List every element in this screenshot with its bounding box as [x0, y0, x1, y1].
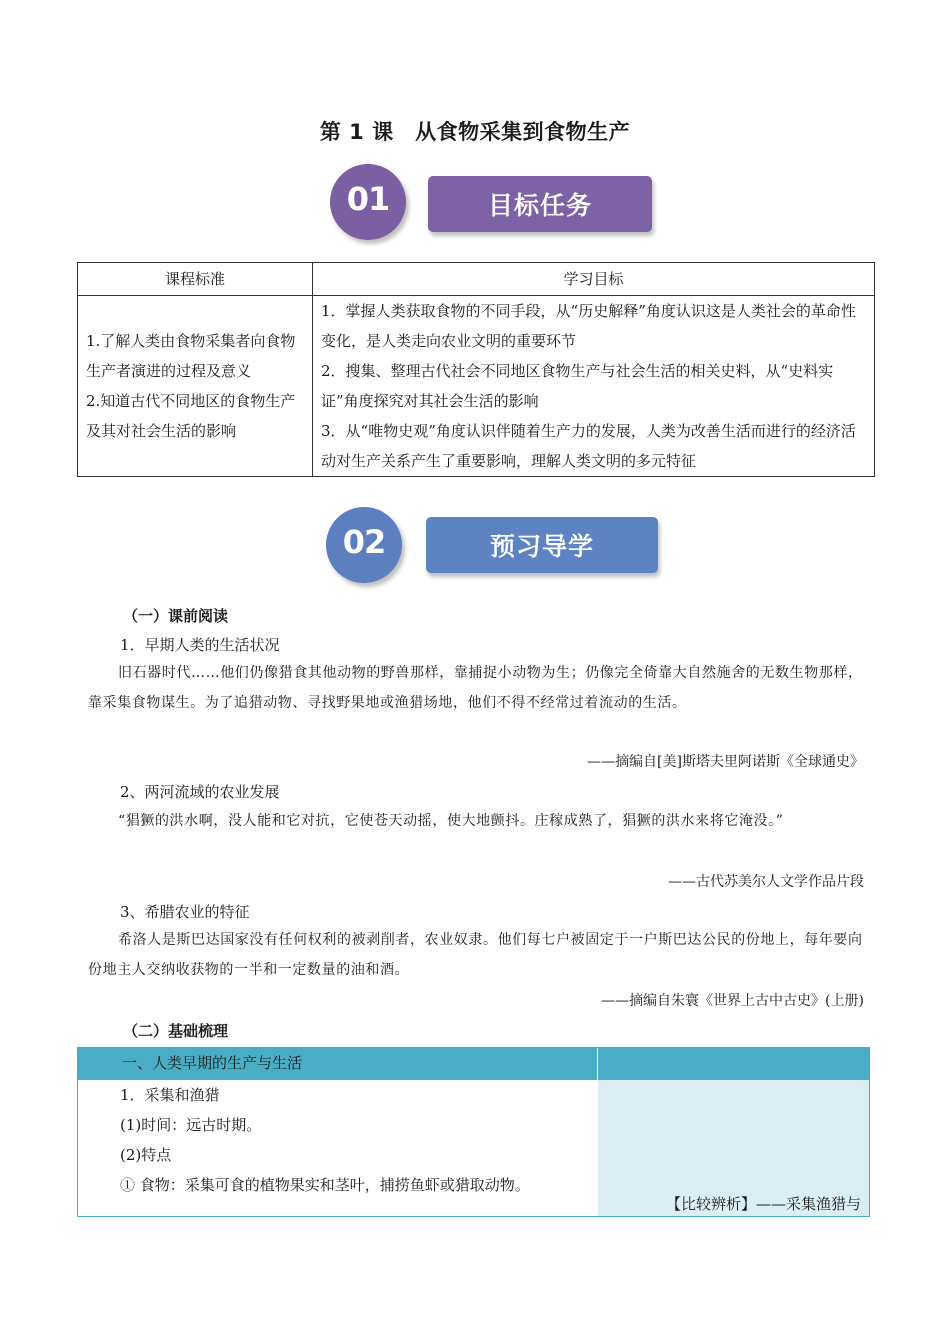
reading-source: ——摘编自朱寰《世界上古中古史》(上册) [601, 993, 864, 1009]
page-title: 第 1 课 从食物采集到食物生产 [319, 120, 631, 144]
reading-source: ——摘编自[美]斯塔夫里阿诺斯《全球通史》 [587, 754, 864, 770]
basics-heading: （二）基础梳理 [123, 1022, 229, 1040]
objectives-cell [313, 296, 875, 477]
basics-side-panel [598, 1080, 869, 1216]
objective-line: 2．搜集、整理古代社会不同地区食物生产与社会生活的相关史料，从“史料实证”角度探究对其社会生活的影响 [321, 362, 834, 410]
basics-line: 1．采集和渔猎 [120, 1086, 220, 1104]
column-divider [597, 1048, 598, 1216]
basics-table-header [78, 1048, 869, 1080]
compare-note: 【比较辨析】——采集渔猎与 [665, 1195, 861, 1213]
table-header-objectives: 学习目标 [313, 263, 875, 296]
objective-line: 1．掌握人类获取食物的不同手段，从“历史解释”角度认识这是人类社会的革命性变化，是人类走向农业文明的重要环节 [321, 302, 856, 350]
pre-reading-heading: （一）课前阅读 [123, 607, 229, 625]
reading-text: 希洛人是斯巴达国家没有任何权利的被剥削者，农业奴隶。他们每七户被固定于一户斯巴达公民的份地上，每年要向份地主人交纳收获物的一半和一定数量的油和酒。 [88, 932, 863, 978]
badge-label: 预习导学 [426, 517, 658, 573]
section-badge-goals [330, 164, 660, 246]
section-badge-preview [326, 505, 666, 591]
reading-subtitle: 2、两河流域的农业发展 [120, 783, 280, 801]
basics-line: ① 食物：采集可食的植物果实和茎叶，捕捞鱼虾或猎取动物。 [120, 1176, 530, 1194]
basics-line: (1)时间：远古时期。 [120, 1116, 262, 1134]
badge-label: 目标任务 [428, 176, 652, 232]
table-header-standard: 课程标准 [78, 263, 313, 296]
basics-table [77, 1047, 870, 1217]
standard-line: 2.知道古代不同地区的食物生产及其对社会生活的影响 [86, 392, 296, 440]
badge-number: 02 [342, 523, 386, 561]
standard-line: 1.了解人类由食物采集者向食物生产者演进的过程及意义 [86, 332, 296, 380]
reading-text: “猖獗的洪水啊，没人能和它对抗，它使苍天动摇，使大地颤抖。庄稼成熟了，猖獗的洪水来将它淹没。” [118, 813, 784, 829]
objective-line: 3．从“唯物史观”角度认识伴随着生产力的发展，人类为改善生活而进行的经济活动对生产关系产生了重要影响，理解人类文明的多元特征 [321, 422, 856, 470]
reading-source: ——古代苏美尔人文学作品片段 [668, 874, 864, 890]
reading-text: 旧石器时代……他们仍像猎食其他动物的野兽那样，靠捕捉小动物为生；仍像完全倚靠大自然施舍的无数生物那样，靠采集食物谋生。为了追猎动物、寻找野果地或渔猎场地，他们不得不经常过着流动的生活。 [88, 665, 863, 711]
badge-number: 01 [346, 180, 390, 218]
reading-subtitle: 3、希腊农业的特征 [120, 903, 250, 921]
reading-subtitle: 1．早期人类的生活状况 [120, 636, 280, 654]
basics-line: (2)特点 [120, 1146, 172, 1164]
standards-table [77, 262, 875, 477]
basics-header-text: 一、人类早期的生产与生活 [122, 1054, 303, 1072]
standards-cell [78, 296, 313, 477]
